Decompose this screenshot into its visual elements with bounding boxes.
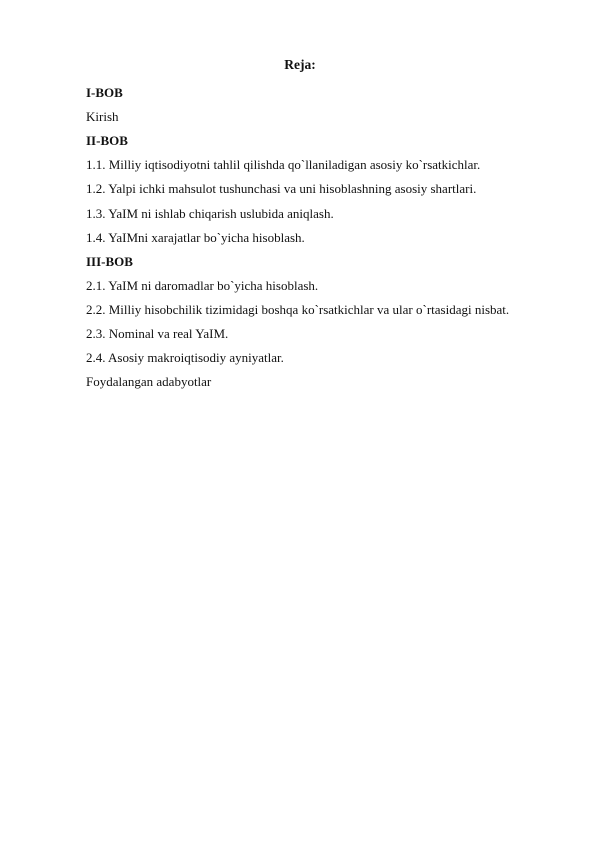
references-item: Foydalangan adabyotlar [86, 374, 212, 389]
section-1-3: 1.3. YaIM ni ishlab chiqarish uslubida aniqlash. [86, 206, 334, 221]
section-2-3: 2.3. Nominal va real YaIM. [86, 326, 229, 341]
intro-item: Kirish [86, 109, 119, 124]
section-2-1: 2.1. YaIM ni daromadlar bo`yicha hisoblash. [86, 278, 319, 293]
plan-title: Reja: [284, 57, 316, 72]
section-1-4: 1.4. YaIMni xarajatlar bo`yicha hisoblash. [86, 230, 305, 245]
chapter-1-heading: I-BOB [86, 85, 123, 100]
chapter-3-heading: III-BOB [86, 254, 133, 269]
section-2-2: 2.2. Milliy hisobchilik tizimidagi boshqa ko`rsatkichlar va ular o`rtasidagi nisbat. [86, 302, 510, 317]
section-1-1: 1.1. Milliy iqtisodiyotni tahlil qilishda qo`llaniladigan asosiy ko`rsatkichlar. [86, 157, 481, 172]
section-1-2: 1.2. Yalpi ichki mahsulot tushunchasi va uni hisoblashning asosiy shartlari. [86, 181, 477, 196]
section-2-4: 2.4. Asosiy makroiqtisodiy ayniyatlar. [86, 350, 284, 365]
chapter-2-heading: II-BOB [86, 133, 128, 148]
